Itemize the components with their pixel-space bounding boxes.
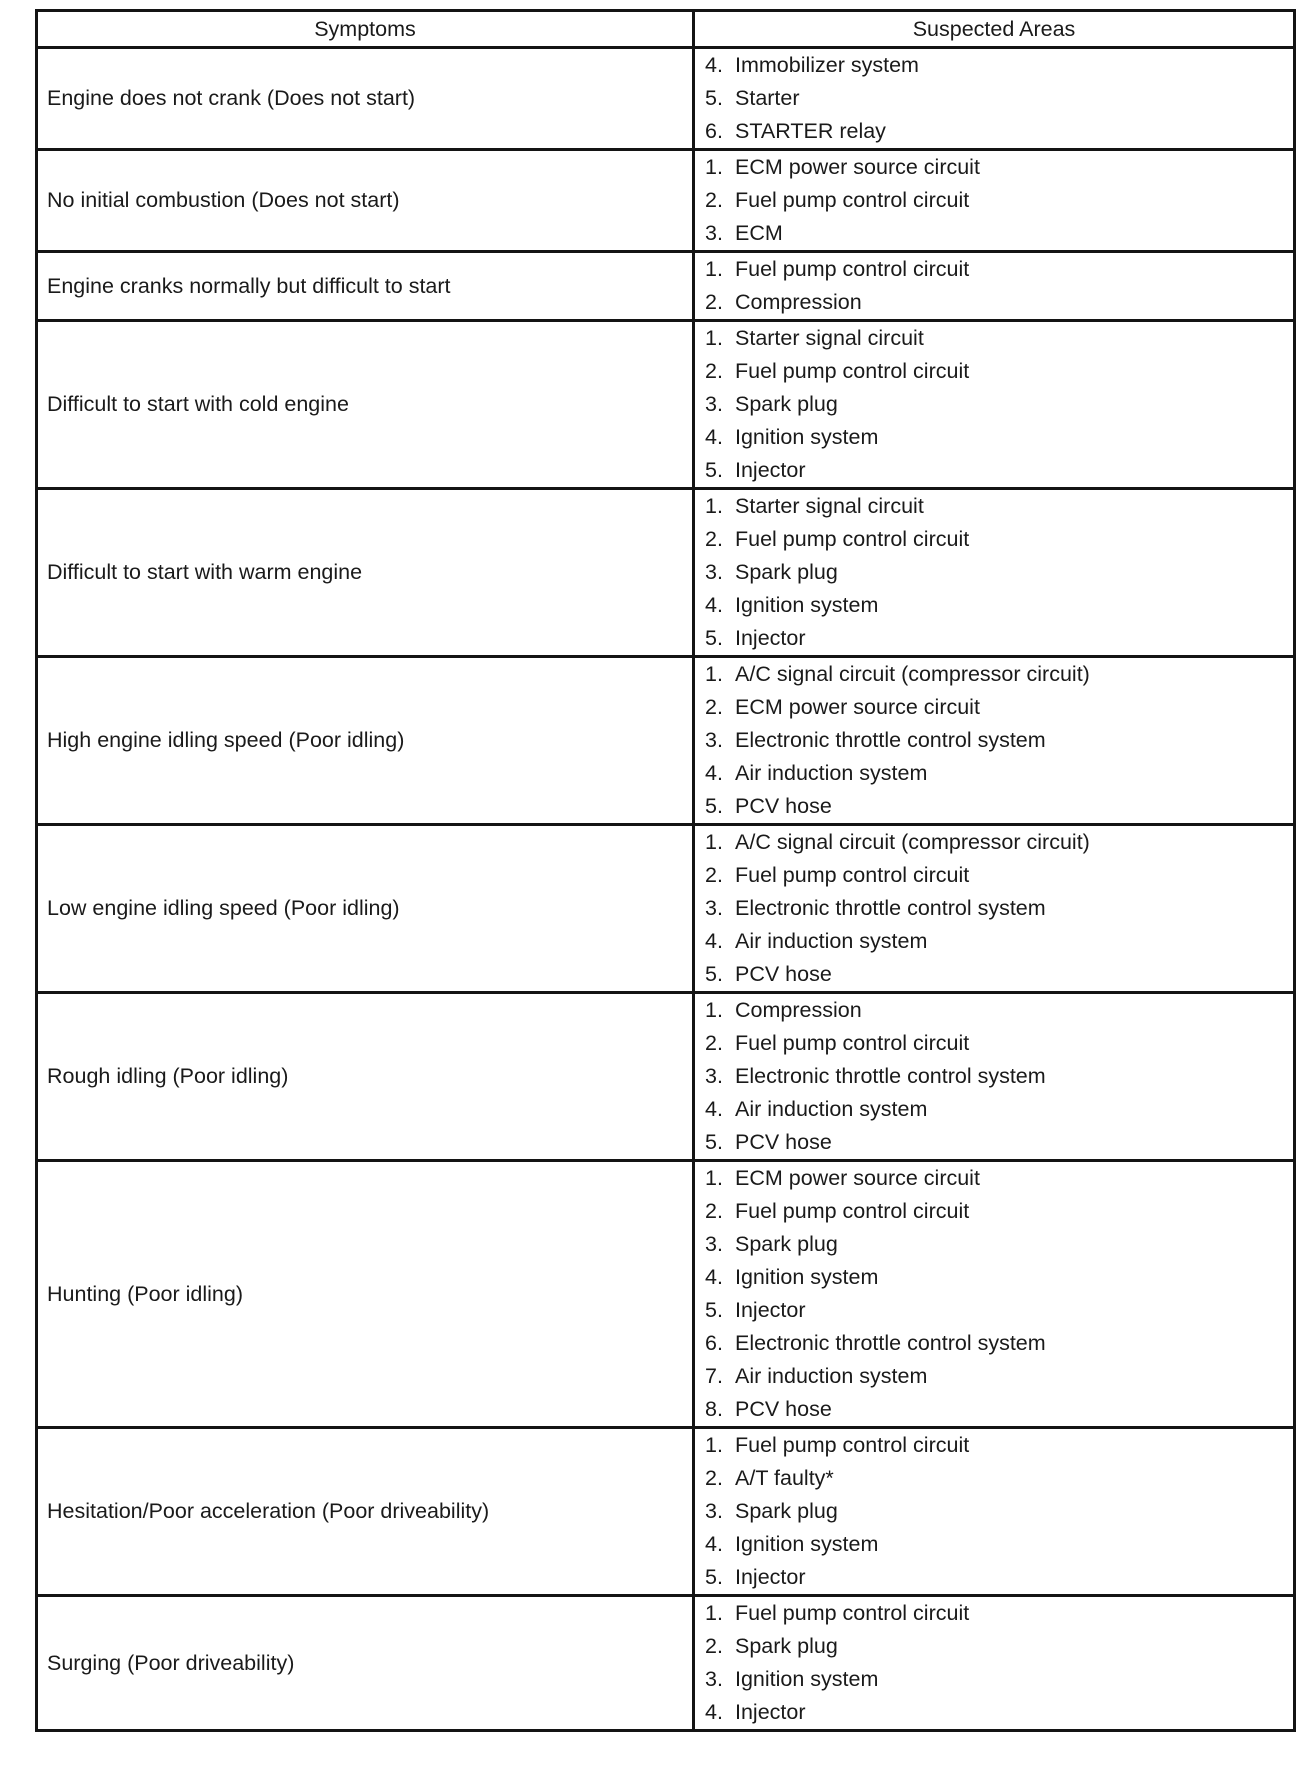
item-number: 1. [705, 1433, 723, 1457]
list-item [705, 1360, 1293, 1393]
item-number: 3. [705, 221, 723, 245]
item-number: 2. [705, 695, 723, 719]
list-item [705, 1027, 1293, 1060]
item-text: Starter signal circuit [735, 326, 924, 350]
item-text: Electronic throttle control system [735, 728, 1046, 752]
table-row [37, 150, 1295, 252]
item-text: Injector [735, 1298, 806, 1322]
list-item [705, 1327, 1293, 1360]
symptom-cell: Low engine idling speed (Poor idling) [37, 825, 694, 993]
table-row [37, 825, 1295, 993]
list-item [705, 388, 1293, 421]
item-number: 4. [705, 1700, 723, 1724]
list-item [705, 658, 1293, 691]
item-number: 1. [705, 494, 723, 518]
list-item [705, 1561, 1293, 1594]
list-item [705, 1393, 1293, 1426]
list-item [705, 724, 1293, 757]
item-number: 3. [705, 896, 723, 920]
item-text: Fuel pump control circuit [735, 1433, 970, 1457]
item-number: 3. [705, 392, 723, 416]
table-row [37, 657, 1295, 825]
list-item [705, 622, 1293, 655]
item-text: Fuel pump control circuit [735, 527, 970, 551]
item-text: Injector [735, 1565, 806, 1589]
item-text: Ignition system [735, 593, 879, 617]
suspected-areas-cell [694, 321, 1295, 489]
suspected-areas-cell [694, 252, 1295, 321]
list-item [705, 994, 1293, 1027]
item-number: 4. [705, 593, 723, 617]
list-item [705, 1195, 1293, 1228]
item-number: 1. [705, 257, 723, 281]
list-item [705, 322, 1293, 355]
list-item [705, 1663, 1293, 1696]
item-text: Spark plug [735, 1232, 838, 1256]
list-item [705, 82, 1293, 115]
item-number: 1. [705, 155, 723, 179]
item-number: 5. [705, 962, 723, 986]
list-item [705, 859, 1293, 892]
suspected-areas-list [705, 826, 1293, 991]
item-text: Fuel pump control circuit [735, 1031, 970, 1055]
item-number: 4. [705, 761, 723, 785]
symptom-cell: Engine does not crank (Does not start) [37, 48, 694, 150]
list-item [705, 1093, 1293, 1126]
item-text: Spark plug [735, 1634, 838, 1658]
table-body [37, 48, 1295, 1731]
list-item [705, 184, 1293, 217]
list-item [705, 286, 1293, 319]
item-number: 1. [705, 326, 723, 350]
item-number: 6. [705, 1331, 723, 1355]
symptom-cell: Surging (Poor driveability) [37, 1596, 694, 1731]
suspected-areas-cell [694, 657, 1295, 825]
item-text: Fuel pump control circuit [735, 359, 970, 383]
suspected-areas-list [705, 151, 1293, 250]
list-item [705, 1294, 1293, 1327]
suspected-areas-cell [694, 48, 1295, 150]
item-number: 4. [705, 53, 723, 77]
symptom-cell: Engine cranks normally but difficult to start [37, 252, 694, 321]
table-row [37, 1428, 1295, 1596]
item-number: 2. [705, 1031, 723, 1055]
suspected-areas-cell [694, 489, 1295, 657]
list-item [705, 421, 1293, 454]
suspected-areas-list [705, 253, 1293, 319]
item-number: 5. [705, 458, 723, 482]
list-item [705, 1060, 1293, 1093]
item-text: Compression [735, 290, 862, 314]
item-text: ECM power source circuit [735, 155, 980, 179]
item-text: Ignition system [735, 425, 879, 449]
list-item [705, 925, 1293, 958]
table-row [37, 489, 1295, 657]
list-item [705, 556, 1293, 589]
item-text: Air induction system [735, 1097, 928, 1121]
list-item [705, 757, 1293, 790]
list-item [705, 790, 1293, 823]
item-number: 2. [705, 359, 723, 383]
item-number: 7. [705, 1364, 723, 1388]
item-text: ECM [735, 221, 783, 245]
table-header-row [37, 11, 1295, 48]
item-number: 1. [705, 662, 723, 686]
item-text: A/T faulty* [735, 1466, 834, 1490]
item-text: STARTER relay [735, 119, 886, 143]
table-row [37, 321, 1295, 489]
item-text: PCV hose [735, 794, 832, 818]
item-number: 1. [705, 1166, 723, 1190]
item-number: 3. [705, 1064, 723, 1088]
item-text: Ignition system [735, 1532, 879, 1556]
suspected-areas-list [705, 658, 1293, 823]
list-item [705, 1528, 1293, 1561]
list-item [705, 1228, 1293, 1261]
list-item [705, 523, 1293, 556]
item-number: 5. [705, 626, 723, 650]
list-item [705, 1630, 1293, 1663]
item-number: 2. [705, 1466, 723, 1490]
item-number: 4. [705, 1532, 723, 1556]
table-row [37, 993, 1295, 1161]
item-text: Spark plug [735, 1499, 838, 1523]
item-number: 2. [705, 188, 723, 212]
symptom-cell: Hesitation/Poor acceleration (Poor driveability) [37, 1428, 694, 1596]
list-item [705, 49, 1293, 82]
item-text: Injector [735, 458, 806, 482]
item-number: 5. [705, 794, 723, 818]
item-number: 5. [705, 1565, 723, 1589]
symptom-cell: Rough idling (Poor idling) [37, 993, 694, 1161]
list-item [705, 1462, 1293, 1495]
item-number: 5. [705, 86, 723, 110]
item-text: Fuel pump control circuit [735, 188, 970, 212]
item-text: Air induction system [735, 761, 928, 785]
item-text: Electronic throttle control system [735, 896, 1046, 920]
item-text: A/C signal circuit (compressor circuit) [735, 830, 1090, 854]
item-text: Fuel pump control circuit [735, 1199, 970, 1223]
suspected-areas-cell [694, 993, 1295, 1161]
list-item [705, 490, 1293, 523]
item-text: Starter signal circuit [735, 494, 924, 518]
item-number: 1. [705, 830, 723, 854]
list-item [705, 253, 1293, 286]
symptom-cell: Difficult to start with cold engine [37, 321, 694, 489]
item-text: Immobilizer system [735, 53, 919, 77]
suspected-areas-cell [694, 1596, 1295, 1731]
symptom-cell: High engine idling speed (Poor idling) [37, 657, 694, 825]
suspected-areas-cell [694, 1428, 1295, 1596]
item-number: 5. [705, 1130, 723, 1154]
item-number: 8. [705, 1397, 723, 1421]
item-text: Ignition system [735, 1265, 879, 1289]
item-text: Electronic throttle control system [735, 1331, 1046, 1355]
item-text: Injector [735, 626, 806, 650]
item-number: 1. [705, 1601, 723, 1625]
list-item [705, 355, 1293, 388]
item-number: 2. [705, 1199, 723, 1223]
item-number: 2. [705, 527, 723, 551]
item-text: A/C signal circuit (compressor circuit) [735, 662, 1090, 686]
header-symptoms: Symptoms [37, 11, 694, 48]
list-item [705, 217, 1293, 250]
suspected-areas-list [705, 994, 1293, 1159]
list-item [705, 1696, 1293, 1729]
suspected-areas-cell [694, 150, 1295, 252]
item-number: 4. [705, 425, 723, 449]
suspected-areas-list [705, 49, 1293, 148]
item-text: Air induction system [735, 929, 928, 953]
list-item [705, 151, 1293, 184]
suspected-areas-list [705, 1162, 1293, 1426]
item-number: 1. [705, 998, 723, 1022]
item-number: 6. [705, 119, 723, 143]
item-number: 3. [705, 1499, 723, 1523]
list-item [705, 1261, 1293, 1294]
item-text: Spark plug [735, 392, 838, 416]
item-number: 3. [705, 1667, 723, 1691]
table-row [37, 1596, 1295, 1731]
item-number: 2. [705, 1634, 723, 1658]
item-text: ECM power source circuit [735, 1166, 980, 1190]
item-text: Fuel pump control circuit [735, 1601, 970, 1625]
list-item [705, 115, 1293, 148]
table-row [37, 48, 1295, 150]
list-item [705, 826, 1293, 859]
list-item [705, 958, 1293, 991]
item-number: 4. [705, 929, 723, 953]
list-item [705, 691, 1293, 724]
list-item [705, 1495, 1293, 1528]
suspected-areas-list [705, 1429, 1293, 1594]
list-item [705, 1162, 1293, 1195]
list-item [705, 1429, 1293, 1462]
item-number: 4. [705, 1097, 723, 1121]
item-text: Ignition system [735, 1667, 879, 1691]
item-number: 4. [705, 1265, 723, 1289]
symptom-cell: Hunting (Poor idling) [37, 1161, 694, 1428]
list-item [705, 892, 1293, 925]
item-number: 3. [705, 728, 723, 752]
item-text: Compression [735, 998, 862, 1022]
list-item [705, 1597, 1293, 1630]
item-text: ECM power source circuit [735, 695, 980, 719]
item-text: Electronic throttle control system [735, 1064, 1046, 1088]
item-text: Spark plug [735, 560, 838, 584]
item-number: 2. [705, 863, 723, 887]
suspected-areas-cell [694, 1161, 1295, 1428]
item-text: Injector [735, 1700, 806, 1724]
item-text: Starter [735, 86, 800, 110]
symptom-cell: Difficult to start with warm engine [37, 489, 694, 657]
list-item [705, 1126, 1293, 1159]
item-text: Fuel pump control circuit [735, 863, 970, 887]
item-number: 2. [705, 290, 723, 314]
table-row [37, 252, 1295, 321]
item-text: Fuel pump control circuit [735, 257, 970, 281]
symptom-cell: No initial combustion (Does not start) [37, 150, 694, 252]
suspected-areas-list [705, 490, 1293, 655]
list-item [705, 589, 1293, 622]
symptom-table [35, 9, 1296, 1732]
suspected-areas-list [705, 1597, 1293, 1729]
item-text: PCV hose [735, 1130, 832, 1154]
list-item [705, 454, 1293, 487]
item-number: 5. [705, 1298, 723, 1322]
item-number: 3. [705, 1232, 723, 1256]
suspected-areas-cell [694, 825, 1295, 993]
suspected-areas-list [705, 322, 1293, 487]
table-row [37, 1161, 1295, 1428]
item-text: Air induction system [735, 1364, 928, 1388]
header-suspected-areas: Suspected Areas [694, 11, 1295, 48]
item-text: PCV hose [735, 962, 832, 986]
item-text: PCV hose [735, 1397, 832, 1421]
item-number: 3. [705, 560, 723, 584]
